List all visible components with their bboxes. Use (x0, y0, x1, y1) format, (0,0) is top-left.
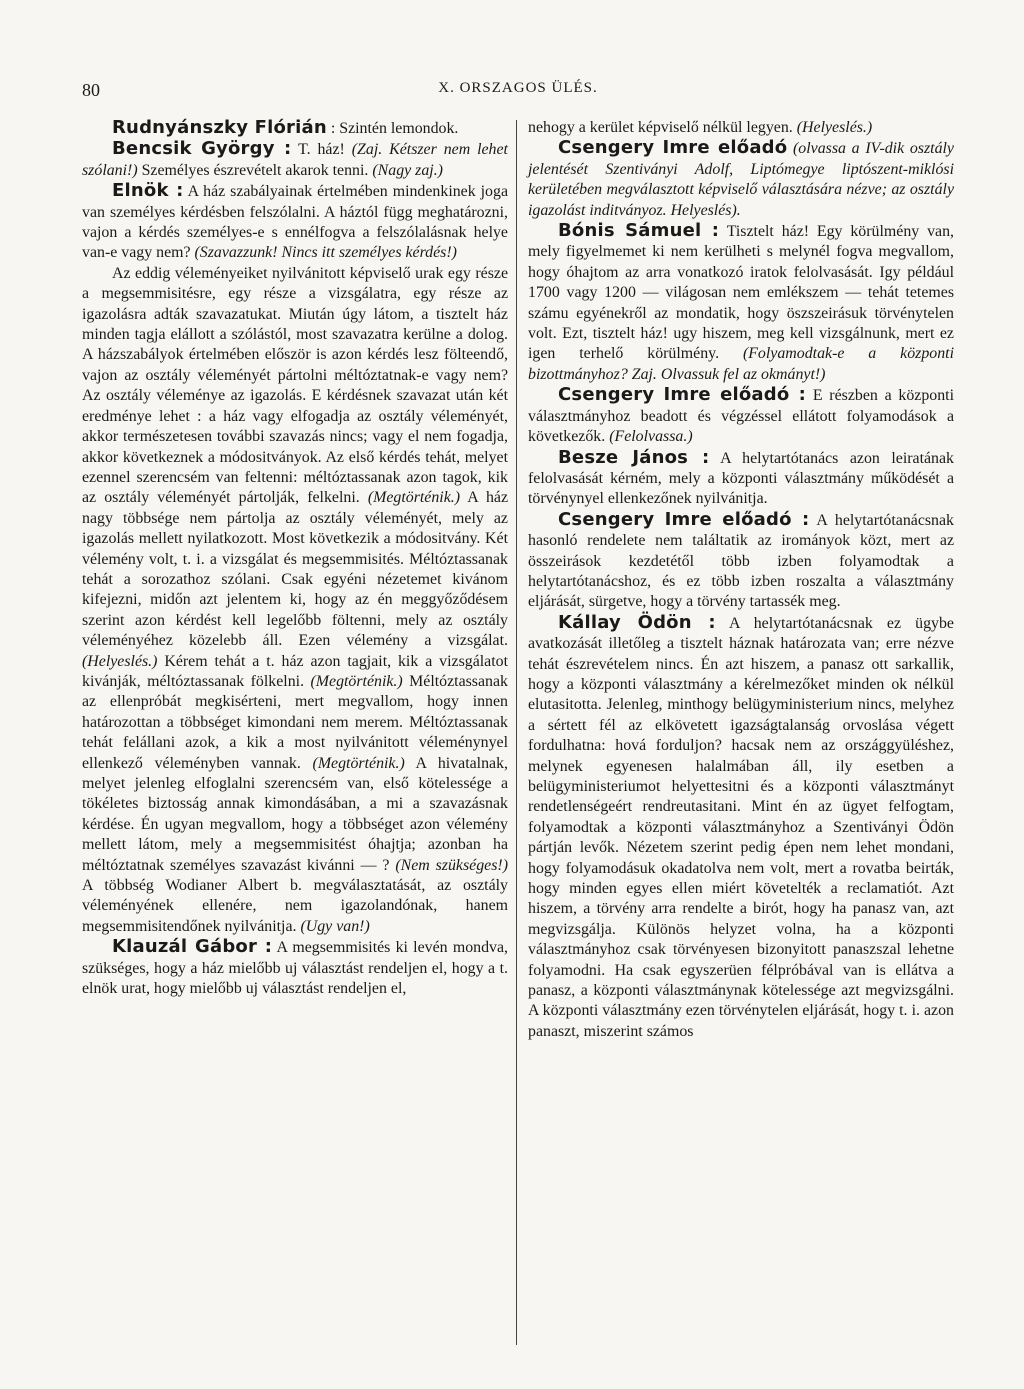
page-number: 80 (82, 80, 100, 100)
paragraph-text: E részben a központi választmányhoz beadott és végzéssel ellátott folyamodások a következők. (528, 387, 954, 446)
speaker-name: Rudnyánszky Flórián (112, 117, 327, 138)
italic-remark: (Megtörténik.) (312, 754, 405, 772)
paragraph-text: A megsemmisités ki levén mondva, szükséges, hogy a ház mielőbb uj választást rendeljen el, hogy a t. elnök urat, hogy mielőbb uj választást rendeljen el, (82, 939, 508, 998)
paragraph (82, 118, 508, 139)
paragraph-text: nehogy a kerület képviselő nélkül legyen. (528, 119, 797, 136)
italic-remark: (Folyamodtak-e a központi bizottmányhoz? Zaj. Olvassuk fel az okmányt!) (528, 345, 954, 383)
paragraph (82, 181, 508, 264)
speaker-name: Csengery Imre előadó : (558, 384, 807, 406)
speaker-name: Csengery Imre előadó (558, 137, 788, 159)
italic-remark: (Helyeslés.) (796, 119, 873, 136)
speaker-name: Klauzál Gábor : (112, 936, 273, 958)
italic-remark: (Felolvassa.) (609, 428, 693, 446)
paragraph-text: A ház szabályainak értelmében mindenkinek joga van személyes kérdésben felszólalni. A háztól függ meghatározni, vajon a kérdés személyes-e s ennélfogva a felszólalásnak helye van-e vagy nem? (82, 183, 508, 262)
running-title: X. ORSZAGOS ÜLÉS. (438, 80, 598, 96)
right-column (528, 118, 954, 1042)
paragraph-text: A többség Wodianer Albert b. megválasztatását, az osztály véleményének ellenére, nem igazolandónak, hanem megsemmisitendőnek nyilvánitja. (82, 877, 508, 935)
paragraph-text: A helytartótanácsnak ez ügybe avatkozását illetőleg a tisztelt háznak határozata van; erre nézve tehát észrevételem nincs. Én azt hiszem, a panasz ott sarkallik, hogy a központi választmány a kérelmezőket minden ok nélkül elutasitotta. Jelenleg, minthogy belügyministerium nincs, melyhez a sértett fél az elkövetett igazságtalanság orvoslása végett fordulhatna: hová forduljon? hacsak nem az országgyüléshez, melynek egyenesen halalmában áll, ily esetben a belügyministeriumot helyettesitni és a központi választmányt rendetlenségeért rendreutasitani. Mint én az ügyet felfogtam, folyamodtak a központi választmányhoz a Szentiványi Ödön pártján levők. Nézetem szerint pedig épen nem lehet mondani, hogy folyamodásuk okadatolva nem volt, mert a rovatba beirták, hogy minden egyes ellen miért követelték a reclamatiót. Azt hiszem, a törvény arra rendelte a birót, hogy ha panasz van, azt megvizsgálja. Különös helyzet volna, ha a központi választmányhoz csak törvényesen bizonyitott panaszszal lehetne folyamodni. Ha csak egyszerüen félpróbával van is ellátva a panasz, a központi választmánynak kötelessége azt megvizsgálni. A központi választmány ezen törvénytelen eljárását, hogy t. i. azon panaszt, miszerint számos (528, 614, 954, 1040)
italic-remark: (Helyeslés.) (82, 652, 158, 670)
paragraph-text: Kérem tehát a t. ház azon tagjait, kik a vizsgálatot kivánják, méltóztassanak fölkelni. (82, 652, 508, 690)
speaker-name: Besze János : (558, 446, 710, 468)
italic-remark: (olvassa a IV-dik osztály jelentését Szentiványi Adolf, Liptómegye liptószent-miklósi kerületében megválasztott képviselő választására nézve; az osztály igazolást inditványoz. Helyeslés). (528, 140, 954, 219)
paragraph (528, 385, 954, 447)
speaker-name: Csengery Imre előadó : (558, 508, 810, 530)
paragraph (82, 937, 508, 999)
speaker-name: Elnök : (112, 180, 184, 202)
paragraph (528, 510, 954, 613)
italic-remark: (Nagy zaj.) (372, 161, 443, 179)
left-column (82, 118, 508, 999)
italic-remark: (Ugy van!) (300, 917, 370, 935)
paragraph (528, 221, 954, 385)
paragraph-text: T. ház! (291, 141, 352, 159)
speaker-name: Kállay Ödön : (558, 611, 716, 633)
paragraph (528, 613, 954, 1043)
column-divider (516, 120, 517, 1345)
paragraph-text: A helytartótanács azon leiratának felolvasását kérném, mely a központi választmány működését a törvénynyel ellenkezőnek nyilvánitja. (528, 449, 954, 508)
paragraph-text: A ház nagy többsége nem pártolja az osztály véleményét, mely az igazolás mellett nyilatkozott. Most következik a módositvány. Két vélemény volt, t. i. a vizsgálat és megsemmisités. Méltóztassanak tehát a sorozathoz szólani. Csak egyéni nézetemet kivánom kifejezni, midőn azt jelentem ki, hogy az én meggyőződésem szerint azon kérdést kell legelőbb föltenni, mely az osztály véleményéhez közelebb áll. Ezen vélemény a vizsgálat. (82, 489, 508, 650)
paragraph (82, 139, 508, 181)
paragraph-text: A helytartótanácsnak hasonló rendelete nem találtatik az irományok közt, mert az összeirások kezdetétől több izben folyamodtak a helytartótanácshoz, és ez több izben roszalta a választmány eljárását, sürgetve, hogy a törvény tartassék meg. (528, 511, 955, 611)
italic-remark: (Megtörténik.) (367, 489, 461, 507)
italic-remark: (Szavazzunk! Nincs itt személyes kérdés!) (194, 244, 457, 262)
paragraph (528, 448, 954, 510)
paragraph (528, 138, 954, 221)
paragraph (528, 118, 954, 138)
paragraph-text: : Szintén lemondok. (326, 120, 459, 137)
italic-remark: (Nem szükséges!) (395, 856, 508, 874)
paragraph (82, 264, 508, 937)
page-header (82, 80, 954, 104)
paragraph-text: Személyes észrevételt akarok tenni. (137, 161, 373, 179)
speaker-name: Bónis Sámuel : (558, 220, 720, 242)
paragraph-text: A hivatalnak, melyet jelenleg elfoglalni szerencsém van, első kötelessége a tökéletes biztosság annak kimondásában, a mi a szavazásnak kérdése. Én ugyan megvallom, hogy a többséget azon vélemény mellett látom, mely a megsemmisitést óhajtja; azonban ha méltóztatnak személyes szavazást kivánni — ? (82, 754, 509, 874)
paragraph-text: Méltóztassanak az ellenpróbát megkisérteni, mert megvallom, hogy innen határozottan a többséget kimondani nem merem. Méltóztassanak tehát felállani azok, a kik a most nyilvánitott véleménynyel ellenkező véleményben vannak. (82, 672, 508, 772)
paragraph-text: Az eddig véleményeiket nyilvánitott képviselő urak egy része a megsemmisitésre, egy része a vizsgálatra, egy része az igazolásra adták szavazatukat. Miután úgy látom, a tisztelt ház minden tagja elállott a szólástól, most szavazatra kerülne a dolog. A házszabályok értelmében először is azon kérdés lesz fölteendő, vajon az osztály véleményét pártolni méltóztatnak-e vagy nem? Az osztály véleménye az igazolás. E kérdésnek szavazat után két eredménye lehet : a ház vagy elfogadja az osztály véleményét, akkor természetesen további szavazás nincs; vagy el nem fogadja, akkor következnek a módositványok. Az első kérdés tehát, melyet ezennel szerencsém van feltenni: méltóztassanak azon tagok, kik az osztály véleményét pártolják, felkelni. (82, 264, 508, 507)
italic-remark: (Megtörténik.) (310, 672, 403, 690)
italic-remark: (Zaj. Kétszer nem lehet szólani!) (82, 141, 508, 179)
speaker-name: Bencsik György : (112, 138, 292, 160)
paragraph-text: Tisztelt ház! Egy körülmény van, mely figyelmemet ki nem kerülheti s melynél fogva megvallom, hogy óhajtom az arra vonatkozó iratok felolvasását. Igy például 1700 vagy 1200 — világosan nem emlékszem — tehát tetemes számu egyénekről az mondatik, hogy öszszeirásuk törvénytelen volt. Ezt, tisztelt ház! ugy hiszem, meg kell vizsgálnunk, mert ez igen terhelő körülmény. (528, 223, 954, 363)
